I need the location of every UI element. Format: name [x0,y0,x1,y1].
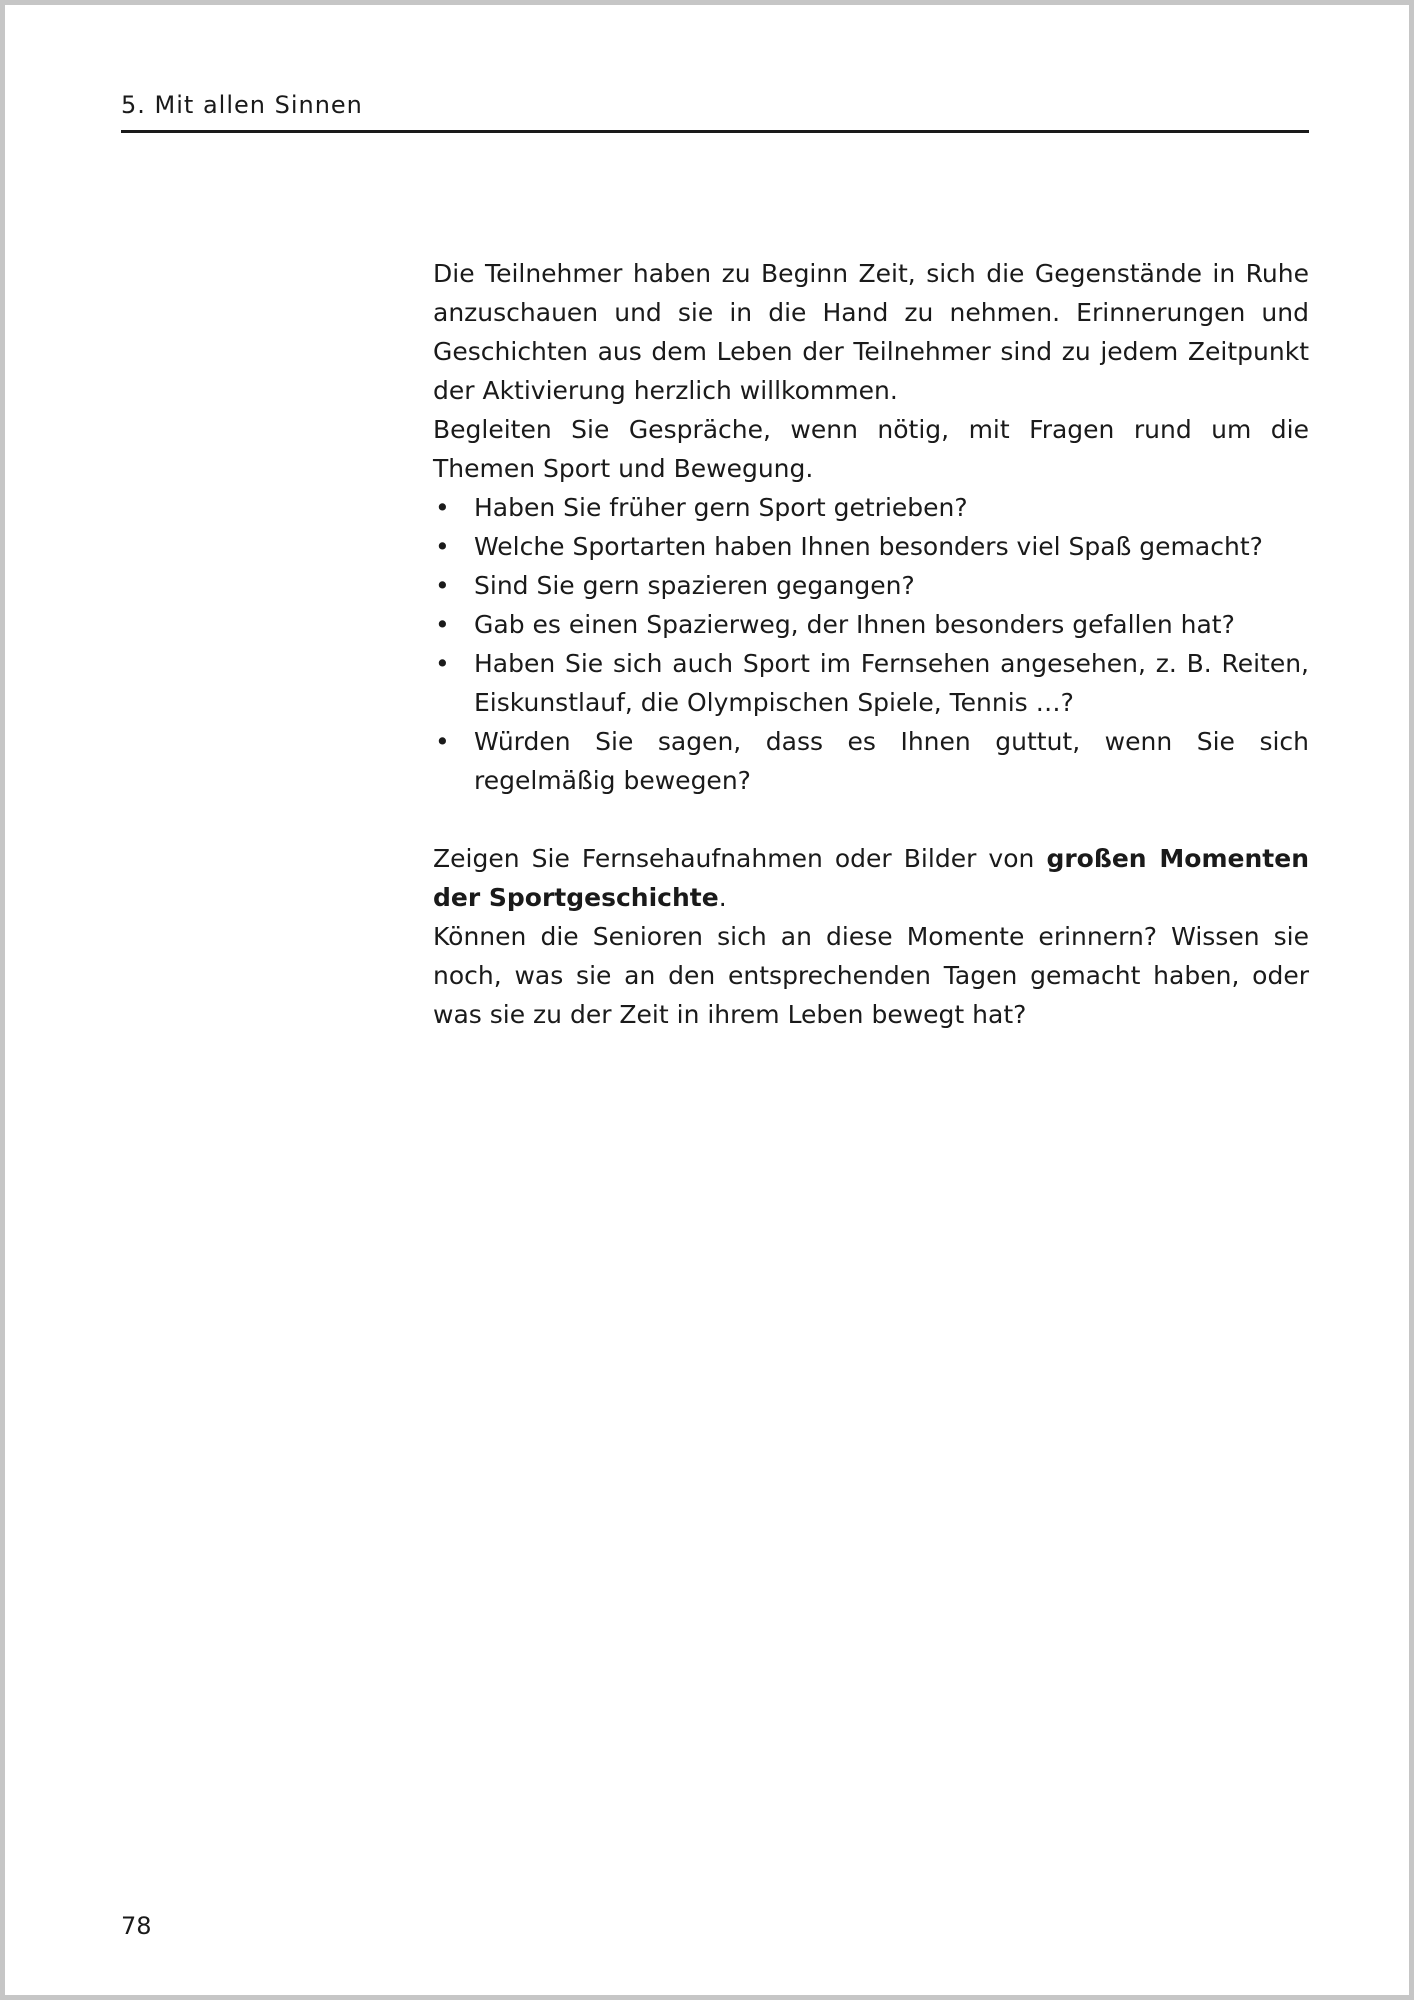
list-item [433,488,1309,527]
bullet-icon: • [435,649,450,678]
memory-paragraph: Können die Senioren sich an diese Momente erinnern? Wissen sie noch, was sie an den entsprechenden Tagen gemacht haben, oder was sie zu der Zeit in ihrem Leben bewegt hat? [433,922,1309,1029]
list-item [433,527,1309,566]
highlight-paragraph [433,839,1309,917]
intro-paragraph: Die Teilnehmer haben zu Beginn Zeit, sich die Gegenstände in Ruhe anzuschauen und sie in die Hand zu nehmen. Erinnerungen und Geschichten aus dem Leben der Teilnehmer sind zu jedem Zeitpunkt der Aktivierung herzlich willkommen. [433,259,1309,405]
list-item [433,644,1309,722]
list-item [433,605,1309,644]
chapter-header: 5. Mit allen Sinnen [121,91,363,119]
question-text: Würden Sie sagen, dass es Ihnen guttut, wenn Sie sich regelmäßig bewegen? [474,727,1309,795]
highlight-prefix: Zeigen Sie Fernsehaufnahmen oder Bilder von [433,844,1047,873]
bullet-icon: • [435,532,450,561]
header-rule [121,130,1309,133]
highlight-bold-text: großen Momenten der Sportgeschichte [433,844,1309,912]
guidance-paragraph: Begleiten Sie Gespräche, wenn nötig, mit Fragen rund um die Themen Sport und Bewegung. [433,415,1309,483]
bullet-icon: • [435,610,450,639]
body-text [433,254,1309,1034]
highlight-suffix: . [718,883,727,912]
question-text: Haben Sie sich auch Sport im Fernsehen angesehen, z. B. Reiten, Eiskunstlauf, die Olympischen Spiele, Tennis …? [474,649,1309,717]
paragraph-spacer [433,800,1309,839]
question-text: Haben Sie früher gern Sport getrieben? [474,493,968,522]
question-text: Sind Sie gern spazieren gegangen? [474,571,915,600]
bullet-icon: • [435,571,450,600]
bullet-icon: • [435,727,450,756]
list-item [433,566,1309,605]
question-text: Gab es einen Spazierweg, der Ihnen besonders gefallen hat? [474,610,1235,639]
bullet-icon: • [435,493,450,522]
question-text: Welche Sportarten haben Ihnen besonders viel Spaß gemacht? [474,532,1263,561]
list-item [433,722,1309,800]
question-list [433,488,1309,800]
page-number: 78 [121,1912,152,1940]
